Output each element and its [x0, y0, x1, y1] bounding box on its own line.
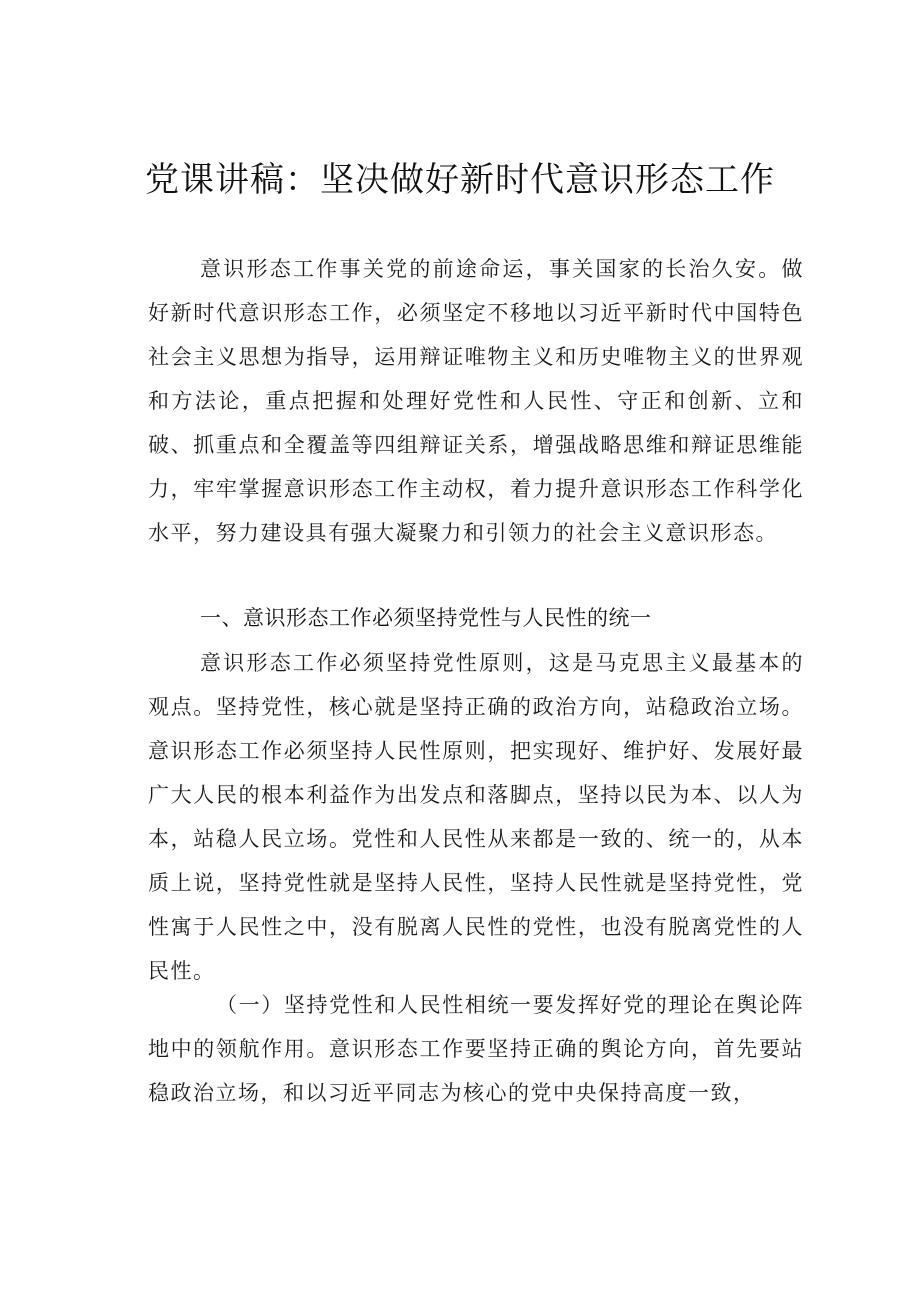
subsection-paragraph: （一）坚持党性和人民性相统一要发挥好党的理论在舆论阵地中的领航作用。意识形态工作要坚持正确的舆论方向，首先要站稳政治立场，和以习近平同志为核心的党中央保持高度一致， — [148, 993, 804, 1105]
section-paragraph: 意识形态工作必须坚持党性原则，这是马克思主义最基本的观点。坚持党性，核心就是坚持正确的政治方向，站稳政治立场。意识形态工作必须坚持人民性原则，把实现好、维护好、发展好最广大人民的根本利益作为出发点和落脚点，坚持以民为本、以人为本，站稳人民立场。党性和人民性从来都是一致的、统一的，从本质上说，坚持党性就是坚持人民性，坚持人民性就是坚持党性，党性寓于人民性之中，没有脱离人民性的党性，也没有脱离党性的人民性。 — [148, 651, 804, 983]
intro-paragraph: 意识形态工作事关党的前途命运，事关国家的长治久安。做好新时代意识形态工作，必须坚定不移地以习近平新时代中国特色社会主义思想为指导，运用辩证唯物主义和历史唯物主义的世界观和方法论，重点把握和处理好党性和人民性、守正和创新、立和破、抓重点和全覆盖等四组辩证关系，增强战略思维和辩证思维能力，牢牢掌握意识形态工作主动权，着力提升意识形态工作科学化水平，努力建设具有强大凝聚力和引领力的社会主义意识形态。 — [148, 257, 804, 545]
document-title: 党课讲稿：坚决做好新时代意识形态工作 — [145, 160, 775, 200]
section-heading: 一、意识形态工作必须坚持党性与人民性的统一 — [200, 606, 652, 630]
